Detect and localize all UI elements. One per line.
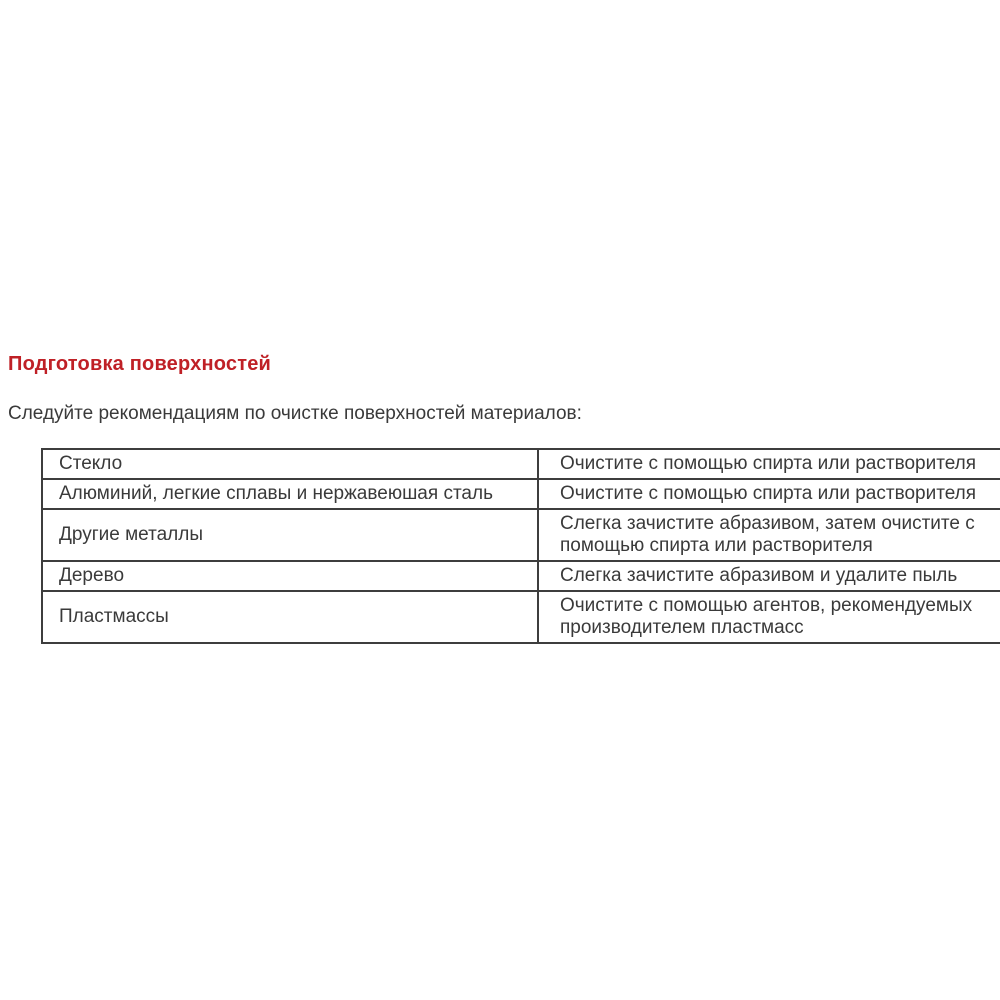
material-cell: Пластмассы <box>42 591 538 643</box>
material-cell: Стекло <box>42 449 538 479</box>
instruction-cell: Слегка зачистите абразивом и удалите пыль <box>538 561 1000 591</box>
material-cell: Другие металлы <box>42 509 538 561</box>
table-row <box>42 591 1000 643</box>
table-row <box>42 561 1000 591</box>
table-row <box>42 509 1000 561</box>
instruction-cell: Очистите с помощью агентов, рекомендуемых производителем пластмасс <box>538 591 1000 643</box>
surface-preparation-table <box>41 448 1000 644</box>
material-cell: Дерево <box>42 561 538 591</box>
material-cell: Алюминий, легкие сплавы и нержавеюшая сталь <box>42 479 538 509</box>
instruction-cell: Слегка зачистите абразивом, затем очистите с помощью спирта или растворителя <box>538 509 1000 561</box>
section-heading: Подготовка поверхностей <box>8 353 272 375</box>
table-row <box>42 449 1000 479</box>
intro-paragraph: Следуйте рекомендациям по очистке поверхностей материалов: <box>8 403 582 424</box>
instruction-cell: Очистите с помощью спирта или растворителя <box>538 449 1000 479</box>
table-body <box>42 449 1000 643</box>
table-row <box>42 479 1000 509</box>
instruction-cell: Очистите с помощью спирта или растворителя <box>538 479 1000 509</box>
